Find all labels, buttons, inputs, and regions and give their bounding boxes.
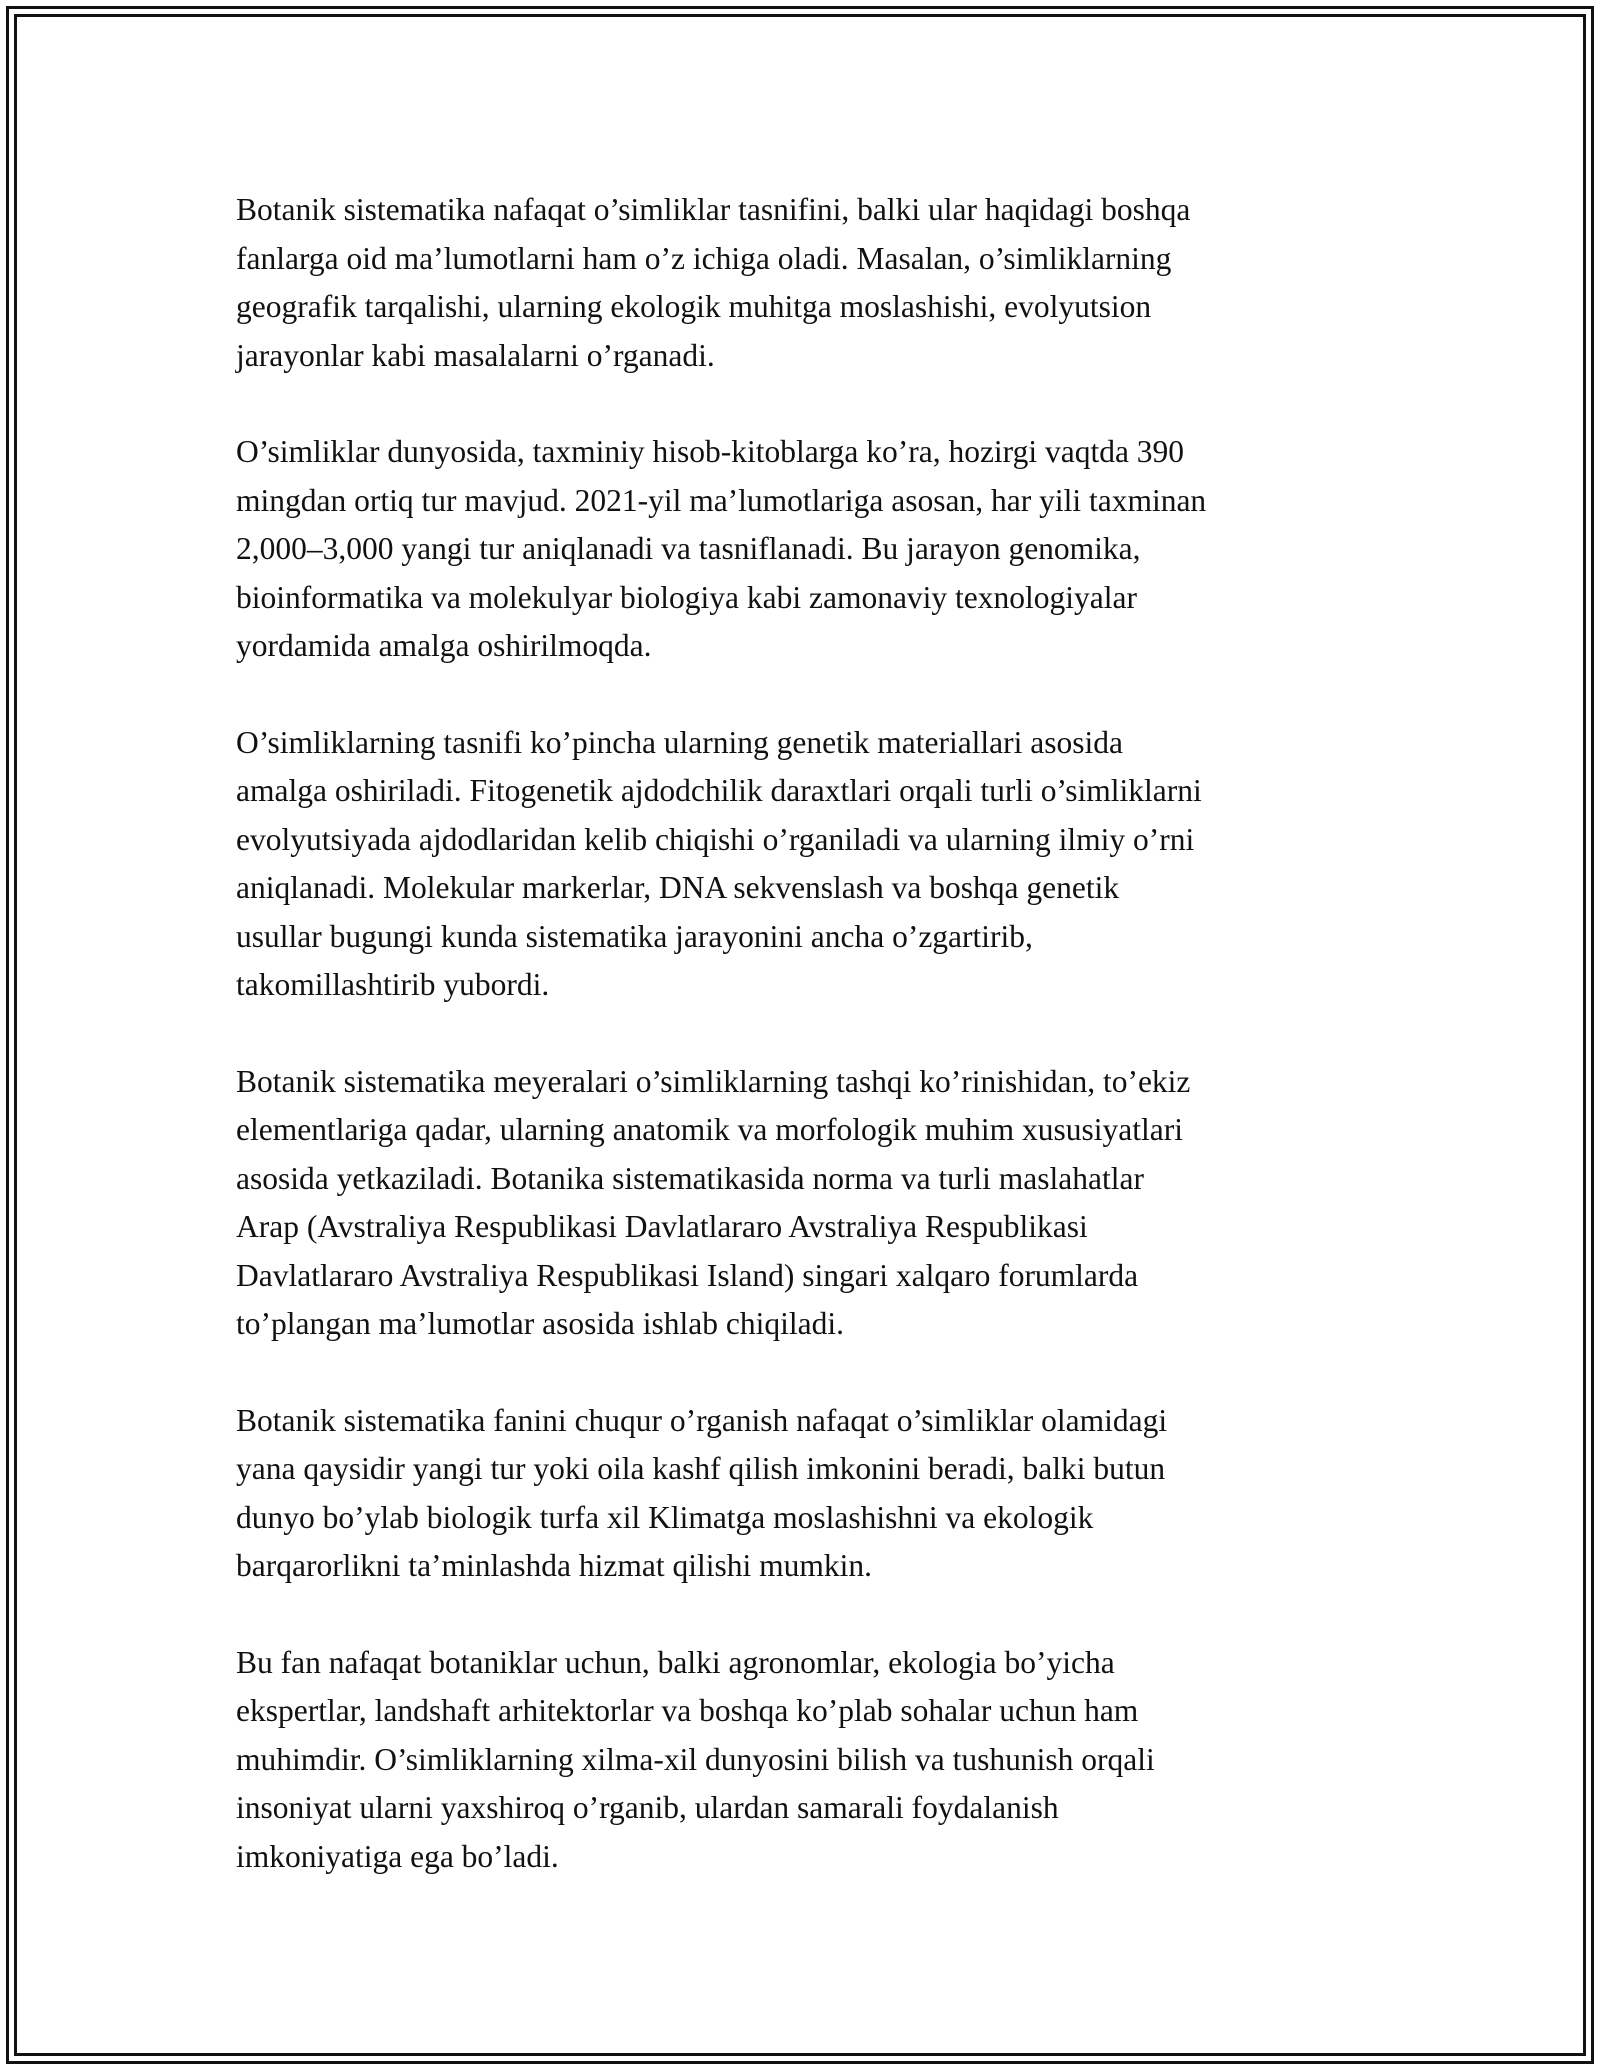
- paragraph-3: O’simliklarning tasnifi ko’pincha ularning genetik materiallari asosida amalga oshiriladi. Fitogenetik ajdodchilik daraxtlari orqali turli o’simliklarni evolyutsiyada ajdodlaridan kelib chiqishi o’rganiladi va ularning ilmiy o’rni aniqlanadi. Molekular markerlar, DNA sekvenslash va boshqa genetik usullar bugungi kunda sistematika jarayonini ancha o’zgartirib, takomillashtirib yubordi.: [236, 724, 1202, 1002]
- paragraph-2: O’simliklar dunyosida, taxminiy hisob-kitoblarga ko’ra, hozirgi vaqtda 390 mingdan ortiq tur mavjud. 2021-yil ma’lumotlariga asosan, har yili taxminan 2,000–3,000 yangi tur aniqlanadi va tasniflanadi. Bu jarayon genomika, bioinformatika va molekulyar biologiya kabi zamonaviy texnologiyalar yordamida amalga oshirilmoqda.: [236, 434, 1207, 663]
- paragraph-4: Botanik sistematika meyeralari o’simliklarning tashqi ko’rinishidan, to’ekiz elementlariga qadar, ularning anatomik va morfologik muhim xususiyatlari asosida yetkaziladi. Botanika sistematikasida norma va turli maslahatlar Arap (Avstraliya Respublikasi Davlatlararo Avstraliya Respublikasi Davlatlararo Avstraliya Respublikasi Island) singari xalqaro forumlarda to’plangan ma’lumotlar asosida ishlab chiqiladi.: [236, 1063, 1191, 1341]
- paragraph-1: Botanik sistematika nafaqat o’simliklar tasnifini, balki ular haqidagi boshqa fanlarga oid ma’lumotlarni ham o’z ichiga oladi. Masalan, o’simliklarning geografik tarqalishi, ularning ekologik muhitga moslashishi, evolyutsion jarayonlar kabi masalalarni o’rganadi.: [236, 192, 1191, 373]
- paragraph-6: Bu fan nafaqat botaniklar uchun, balki agronomlar, ekologia bo’yicha ekspertlar, landshaft arhitektorlar va boshqa ko’plab sohalar uchun ham muhimdir. O’simliklarning xilma-xil dunyosini bilish va tushunish orqali insoniyat ularni yaxshiroq o’rganib, ulardan samarali foydalanish imkoniyatiga ega bo’ladi.: [236, 1644, 1155, 1874]
- paragraph-5: Botanik sistematika fanini chuqur o’rganish nafaqat o’simliklar olamidagi yana qaysidir yangi tur yoki oila kashf qilish imkonini beradi, balki butun dunyo bo’ylab biologik turfa xil Klimatga moslashishni va ekologik barqarorlikni ta’minlashda hizmat qilishi mumkin.: [236, 1402, 1168, 1583]
- document-body: [236, 186, 1376, 1929]
